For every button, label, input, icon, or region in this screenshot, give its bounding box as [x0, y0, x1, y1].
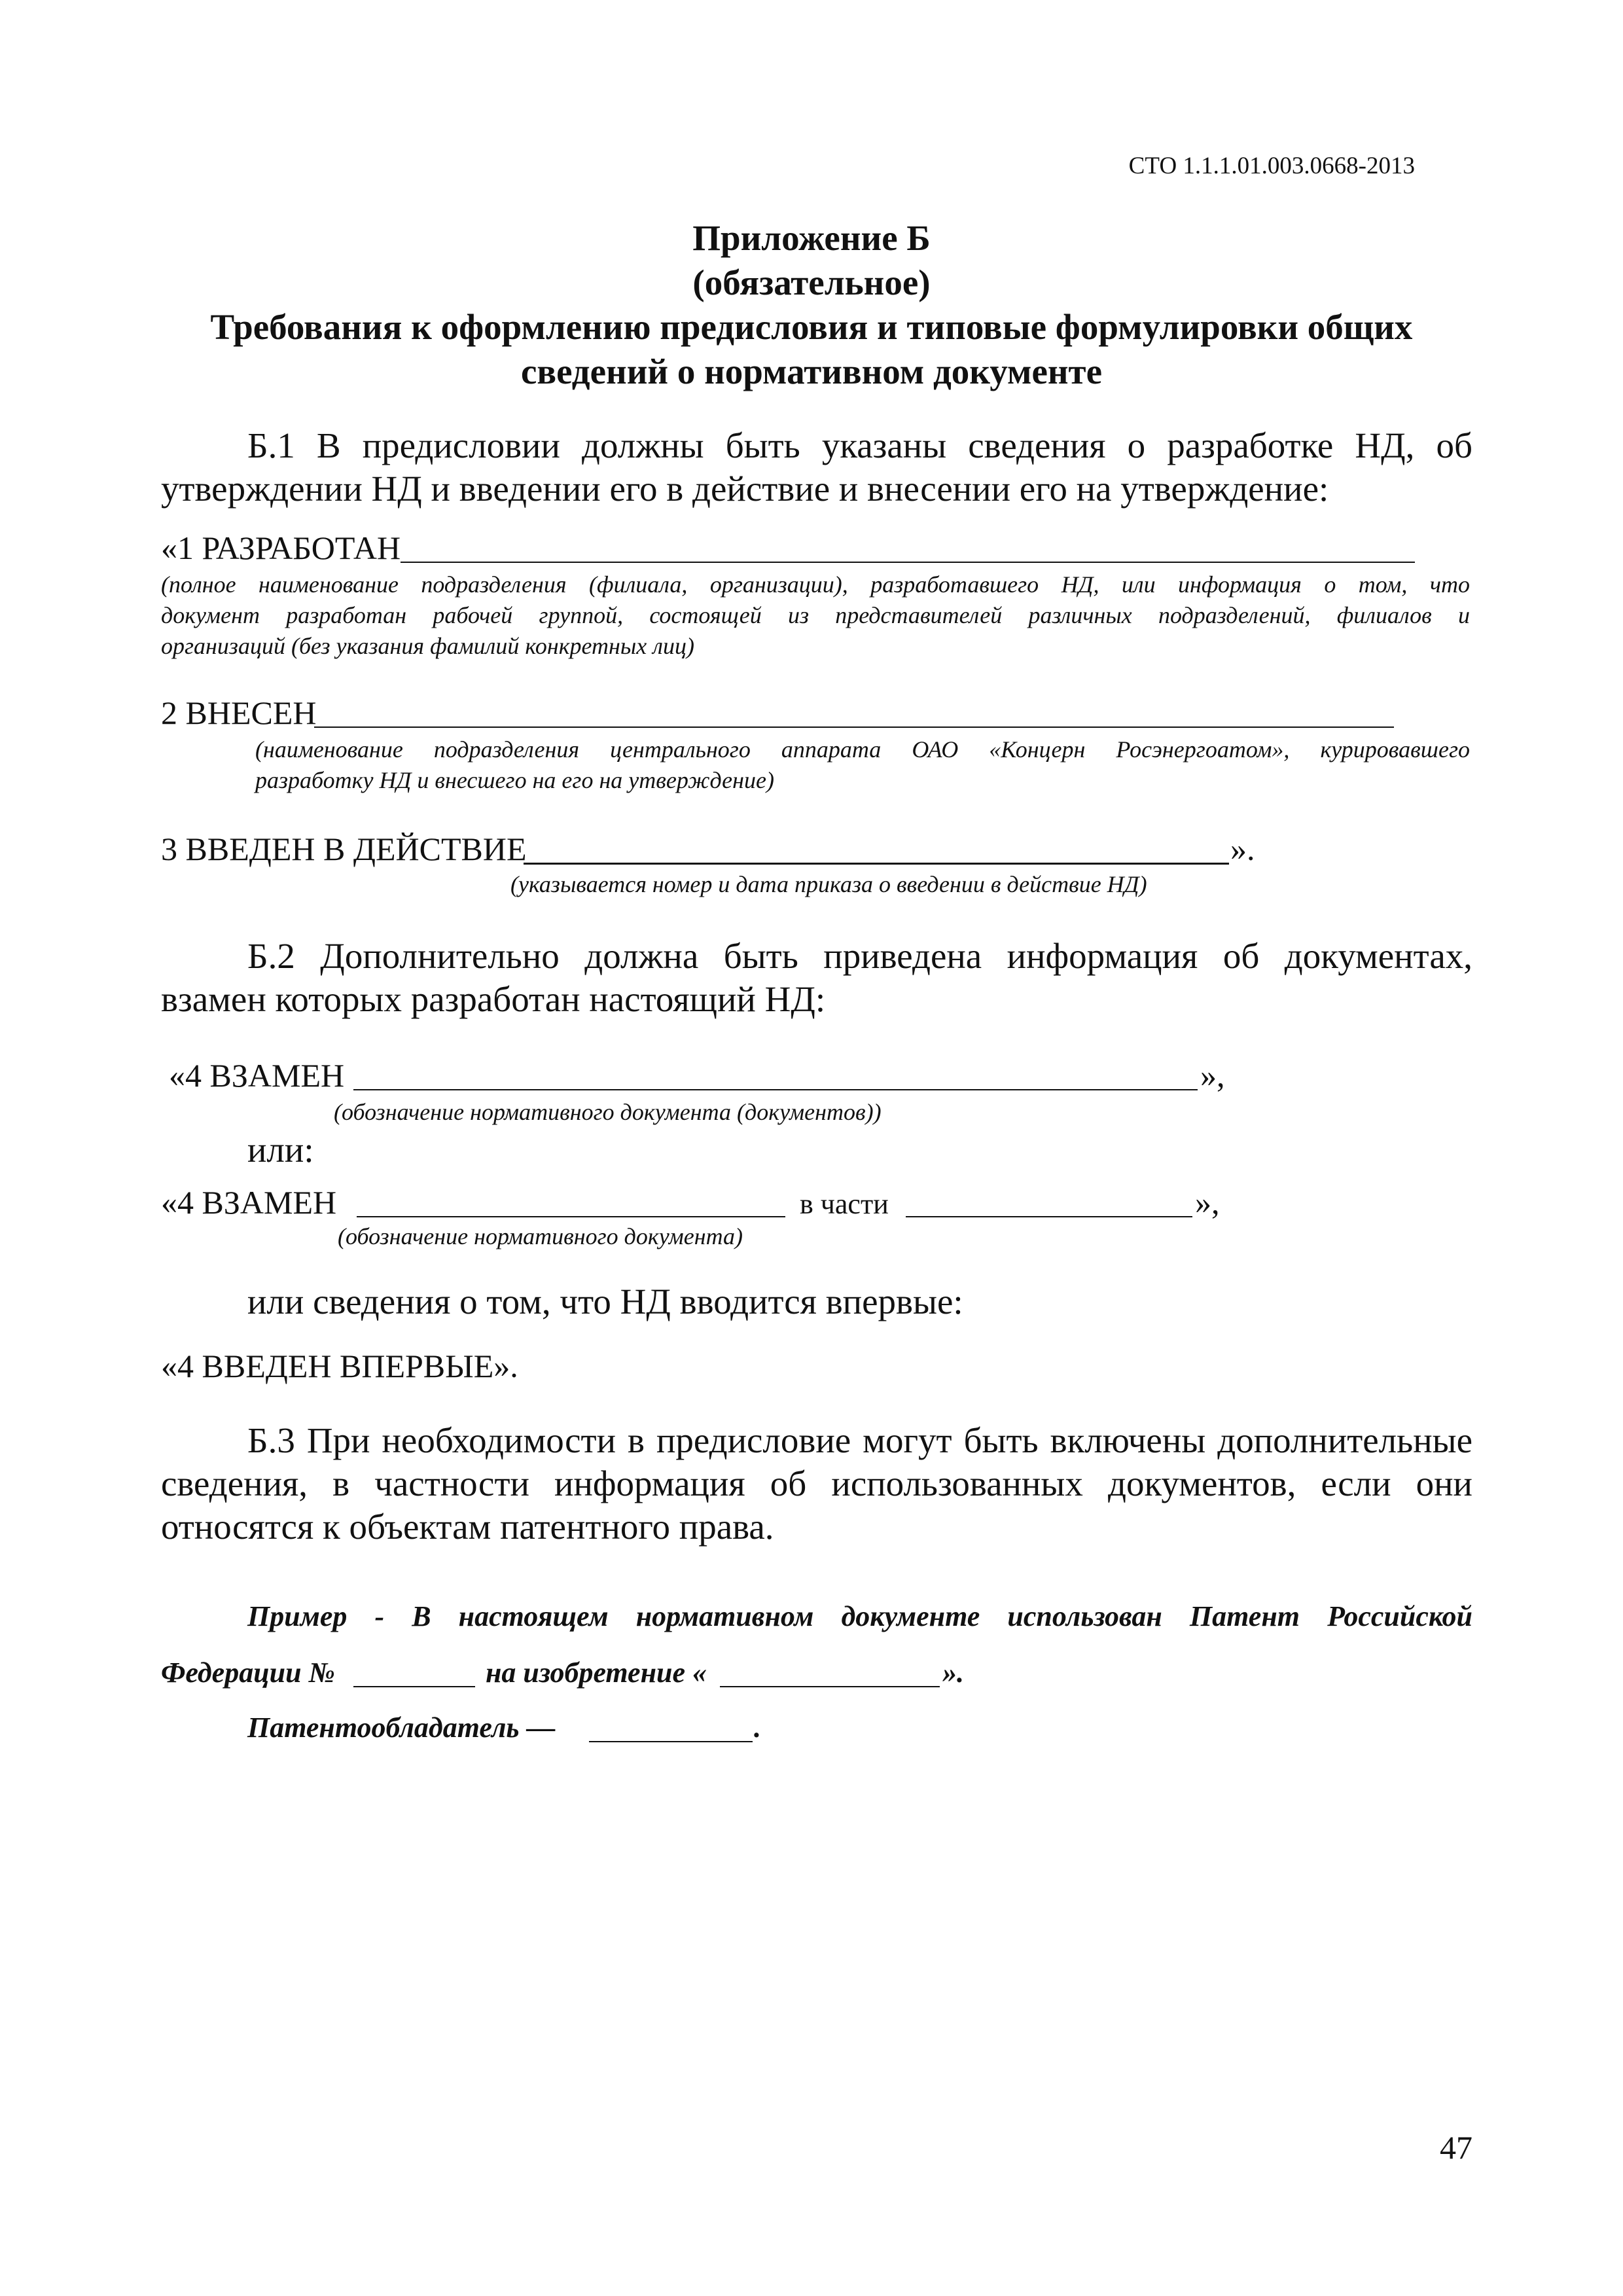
item1-note-line3: организаций (без указания фамилий конкретных лиц) — [161, 633, 694, 659]
b3-paragraph-line1: Б.3 При необходимости в предисловие могут быть включены дополнительные — [247, 1420, 1472, 1460]
item4a-fill-line — [353, 1089, 1198, 1090]
item3-note: (указывается номер и дата приказа о введении в действие НД) — [510, 871, 1147, 897]
b1-paragraph-line1: Б.1 В предисловии должны быть указаны сведения о разработке НД, об — [247, 425, 1472, 465]
item4b-fill-line-part — [906, 1216, 1192, 1217]
appendix-title: Приложение Б — [692, 218, 931, 258]
item4a-closing-quote: », — [1200, 1057, 1225, 1094]
item2-note-line2: разработку НД и внесшего на его на утверждение) — [255, 767, 774, 793]
item4a-label: «4 ВЗАМЕН — [169, 1057, 345, 1094]
item4b-fill-line-document — [357, 1216, 785, 1217]
first-intro-text: или сведения о том, что НД вводится впервые: — [247, 1282, 963, 1321]
example-line1: Пример - В настоящем нормативном документе использован Патент Российской — [247, 1600, 1472, 1632]
item1-note-line1: (полное наименование подразделения (филиала, организации), разработавшего НД, или информация о том, что — [161, 571, 1470, 598]
example-line3-start: Патентообладатель — — [247, 1712, 556, 1744]
b1-paragraph-line2: утверждении НД и введении его в действие и внесении его на утверждение: — [161, 469, 1329, 509]
item1-note-line2: документ разработан рабочей группой, состоящей из представителей различных подразделений, филиалов и — [161, 602, 1470, 628]
b2-paragraph-line2: взамен которых разработан настоящий НД: — [161, 979, 826, 1019]
example-patent-holder-line — [589, 1741, 753, 1742]
example-invention-line — [720, 1686, 940, 1687]
item4b-label: «4 ВЗАМЕН — [161, 1184, 337, 1221]
item4a-note: (обозначение нормативного документа (документов)) — [334, 1099, 882, 1125]
appendix-heading-line2: сведений о нормативном документе — [521, 351, 1102, 391]
example-line2-start: Федерации № — [161, 1657, 335, 1689]
item2-label: 2 ВНЕСЕН — [161, 694, 317, 731]
item4b-middle-text: в части — [800, 1188, 889, 1220]
item4b-closing-quote: », — [1195, 1184, 1220, 1221]
or-word: или: — [247, 1130, 314, 1170]
item4b-note: (обозначение нормативного документа) — [338, 1223, 743, 1249]
item3-label: 3 ВВЕДЕН В ДЕЙСТВИЕ — [161, 831, 527, 867]
example-line3-end: . — [754, 1712, 761, 1744]
item3-fill-line — [524, 863, 1229, 865]
item4c-text: «4 ВВЕДЕН ВПЕРВЫЕ». — [161, 1348, 518, 1384]
b2-paragraph-line1: Б.2 Дополнительно должна быть приведена информация об документах, — [247, 936, 1472, 976]
item1-label: «1 РАЗРАБОТАН — [161, 529, 401, 566]
item2-note-line1: (наименование подразделения центрального аппарата ОАО «Концерн Росэнергоатом», курировавшего — [255, 736, 1470, 762]
b3-paragraph-line3: относятся к объектам патентного права. — [161, 1507, 774, 1547]
b3-paragraph-line2: сведения, в частности информация об использованных документов, если они — [161, 1463, 1472, 1503]
item2-fill-line — [314, 726, 1394, 728]
document-code: СТО 1.1.1.01.003.0668-2013 — [1128, 152, 1415, 179]
item1-fill-line — [401, 562, 1415, 563]
example-patent-number-line — [353, 1686, 475, 1687]
item3-closing-quote: ». — [1230, 831, 1255, 867]
appendix-heading-line1: Требования к оформлению предисловия и типовые формулировки общих — [210, 307, 1413, 347]
example-line2-middle: на изобретение « — [486, 1657, 707, 1689]
page-number: 47 — [1440, 2129, 1472, 2166]
example-line2-end: ». — [942, 1657, 964, 1689]
appendix-status: (обязательное) — [692, 262, 931, 302]
